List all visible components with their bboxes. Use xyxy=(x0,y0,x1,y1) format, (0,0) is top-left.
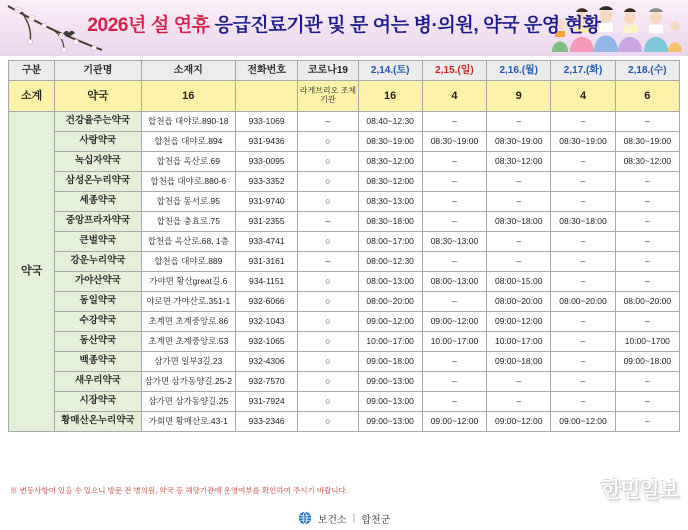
summary-tel xyxy=(236,81,298,112)
pharmacy-tel: 931-3161 xyxy=(236,252,298,272)
pharmacy-covid: ○ xyxy=(298,372,358,392)
pharmacy-covid: ○ xyxy=(298,312,358,332)
pharmacy-covid: ○ xyxy=(298,192,358,212)
pharmacy-covid: ○ xyxy=(298,412,358,432)
pharmacy-hours-d2: 08:00~15:00 xyxy=(487,272,551,292)
pharmacy-name: 가야산약국 xyxy=(55,272,141,292)
pharmacy-hours-d0: 09:00~13:00 xyxy=(358,392,422,412)
pharmacy-hours-d0: 09:00~18:00 xyxy=(358,352,422,372)
pharmacy-name: 황매산온누리약국 xyxy=(55,412,141,432)
pharmacy-hours-d2: 08:30~12:00 xyxy=(487,152,551,172)
pharmacy-hours-d1: – xyxy=(422,392,486,412)
pharmacy-hours-d1: – xyxy=(422,252,486,272)
table-row xyxy=(9,152,680,172)
pharmacy-covid: ○ xyxy=(298,272,358,292)
pharmacy-hours-d2: – xyxy=(487,392,551,412)
org-separator: | xyxy=(352,512,356,524)
org-county: 합천군 xyxy=(361,514,391,526)
pharmacy-hours-d0: 08:30~12:00 xyxy=(358,152,422,172)
pharmacy-tel: 934-1151 xyxy=(236,272,298,292)
pharmacy-address: 삼가면 일부3길.23 xyxy=(141,352,235,372)
summary-gubun: 소계 xyxy=(9,81,55,112)
pharmacy-address: 합천읍 옥산로.68, 1층 xyxy=(141,232,235,252)
pharmacy-hours-d0: 08:30~13:00 xyxy=(358,192,422,212)
pharmacy-hours-d0: 09:00~13:00 xyxy=(358,372,422,392)
pharmacy-covid: ○ xyxy=(298,232,358,252)
table-row xyxy=(9,192,680,212)
table-row xyxy=(9,412,680,432)
summary-count-4: 6 xyxy=(615,81,679,112)
pharmacy-hours-d0: 09:00~12:00 xyxy=(358,312,422,332)
pharmacy-name: 시장약국 xyxy=(55,392,141,412)
pharmacy-hours-d0: 08:00~12:30 xyxy=(358,252,422,272)
table-header xyxy=(9,61,680,81)
pharmacy-name: 녹십자약국 xyxy=(55,152,141,172)
pharmacy-tel: 932-7570 xyxy=(236,372,298,392)
pharmacy-hours-d3: – xyxy=(551,252,615,272)
pharmacy-name: 사랑약국 xyxy=(55,132,141,152)
pharmacy-hours-d3: – xyxy=(551,332,615,352)
pharmacy-hours-d1: 08:00~13:00 xyxy=(422,272,486,292)
pharmacy-address: 합천읍 동서로.95 xyxy=(141,192,235,212)
pharmacy-tel: 932-6066 xyxy=(236,292,298,312)
pharmacy-hours-d3: 08:30~19:00 xyxy=(551,132,615,152)
pharmacy-covid: ○ xyxy=(298,292,358,312)
summary-count-0: 16 xyxy=(358,81,422,112)
pharmacy-tel: 933-2346 xyxy=(236,412,298,432)
th-day-4: 2,18.(수) xyxy=(615,61,679,81)
table-row xyxy=(9,392,680,412)
pharmacy-hours-d3: – xyxy=(551,372,615,392)
pharmacy-address: 가회면 황매산로.43-1 xyxy=(141,412,235,432)
summary-count-2: 9 xyxy=(487,81,551,112)
summary-count-3: 4 xyxy=(551,81,615,112)
pharmacy-hours-d0: 08:30~12:00 xyxy=(358,172,422,192)
th-name: 기관명 xyxy=(55,61,141,81)
pharmacy-hours-d3: – xyxy=(551,352,615,372)
pharmacy-hours-d1: – xyxy=(422,212,486,232)
pharmacy-hours-d4: – xyxy=(615,112,679,132)
summary-name: 약국 xyxy=(55,81,141,112)
pharmacy-hours-d4: – xyxy=(615,412,679,432)
pharmacy-hours-d2: 09:00~12:00 xyxy=(487,412,551,432)
pharmacy-name: 중앙프라자약국 xyxy=(55,212,141,232)
pharmacy-hours-d1: – xyxy=(422,192,486,212)
pharmacy-tel: 931-7924 xyxy=(236,392,298,412)
pharmacy-address: 합천읍 충효로.75 xyxy=(141,212,235,232)
pharmacy-hours-d3: 08:30~18:00 xyxy=(551,212,615,232)
watermark-logo: 한민일보 xyxy=(600,479,678,502)
th-day-3: 2,17.(화) xyxy=(551,61,615,81)
th-covid: 코로나19 xyxy=(298,61,358,81)
pharmacy-hours-d2: 10:00~17:00 xyxy=(487,332,551,352)
pharmacy-hours-d4: – xyxy=(615,272,679,292)
pharmacy-name: 삼성온누리약국 xyxy=(55,172,141,192)
th-day-1: 2,15.(일) xyxy=(422,61,486,81)
footer-organization xyxy=(0,506,688,530)
pharmacy-hours-d1: 10:00~17:00 xyxy=(422,332,486,352)
pharmacy-hours-d1: 08:30~13:00 xyxy=(422,232,486,252)
table-body xyxy=(9,81,680,432)
pharmacy-name: 동일약국 xyxy=(55,292,141,312)
pharmacy-hours-d1: – xyxy=(422,152,486,172)
pharmacy-tel: 933-4741 xyxy=(236,232,298,252)
pharmacy-hours-d2: – xyxy=(487,372,551,392)
pharmacy-hours-d3: – xyxy=(551,232,615,252)
pharmacy-hours-d1: – xyxy=(422,112,486,132)
pharmacy-hours-d4: – xyxy=(615,172,679,192)
pharmacy-name: 백종약국 xyxy=(55,352,141,372)
pharmacy-covid: – xyxy=(298,252,358,272)
page-title-accent: 2026년 설 연휴 xyxy=(87,15,210,36)
table-row xyxy=(9,212,680,232)
table-row xyxy=(9,352,680,372)
pharmacy-hours-d2: 09:00~12:00 xyxy=(487,312,551,332)
table-row xyxy=(9,332,680,352)
pharmacy-tel: 932-1065 xyxy=(236,332,298,352)
pharmacy-hours-d0: 08:00~20:00 xyxy=(358,292,422,312)
pharmacy-hours-d1: – xyxy=(422,292,486,312)
th-address: 소재지 xyxy=(141,61,235,81)
table-row xyxy=(9,292,680,312)
pharmacy-hours-d4: 10:00~1700 xyxy=(615,332,679,352)
pharmacy-hours-d3: 09:00~12:00 xyxy=(551,412,615,432)
table-row xyxy=(9,112,680,132)
page-title xyxy=(0,10,688,37)
pharmacy-address: 합천읍 대야로.880-6 xyxy=(141,172,235,192)
pharmacy-hours-d1: 09:00~12:00 xyxy=(422,412,486,432)
pharmacy-hours-d2: – xyxy=(487,252,551,272)
pharmacy-hours-d4: 08:30~19:00 xyxy=(615,132,679,152)
table-row xyxy=(9,272,680,292)
pharmacy-name: 강운누리약국 xyxy=(55,252,141,272)
org-health-center: 보건소 xyxy=(317,514,347,526)
pharmacy-name: 큰벌약국 xyxy=(55,232,141,252)
pharmacy-hours-d4: – xyxy=(615,212,679,232)
th-day-0: 2,14.(토) xyxy=(358,61,422,81)
pharmacy-tel: 932-4306 xyxy=(236,352,298,372)
pharmacy-hours-d1: – xyxy=(422,372,486,392)
pharmacy-hours-d2: – xyxy=(487,112,551,132)
table-row xyxy=(9,232,680,252)
pharmacy-hours-d4: 08:30~12:00 xyxy=(615,152,679,172)
table-row xyxy=(9,172,680,192)
pharmacy-hours-d2: 08:30~19:00 xyxy=(487,132,551,152)
pharmacy-hours-d1: 09:00~12:00 xyxy=(422,312,486,332)
pharmacy-hours-d0: 09:00~13:00 xyxy=(358,412,422,432)
pharmacy-hours-d4: – xyxy=(615,192,679,212)
th-gubun: 구분 xyxy=(9,61,55,81)
pharmacy-hours-d2: – xyxy=(487,172,551,192)
summary-count-1: 4 xyxy=(422,81,486,112)
summary-covid-note: 라게브리오 조체기관 xyxy=(298,81,358,112)
pharmacy-name: 새우리약국 xyxy=(55,372,141,392)
pharmacy-hours-d1: 08:30~19:00 xyxy=(422,132,486,152)
pharmacy-schedule-table xyxy=(8,60,680,432)
table-row xyxy=(9,372,680,392)
pharmacy-tel: 933-1069 xyxy=(236,112,298,132)
group-label-pharmacy: 약국 xyxy=(9,112,55,432)
summary-address-count: 16 xyxy=(141,81,235,112)
pharmacy-name: 동산약국 xyxy=(55,332,141,352)
pharmacy-tel: 932-1043 xyxy=(236,312,298,332)
pharmacy-hours-d0: 08:00~17:00 xyxy=(358,232,422,252)
pharmacy-address: 합천읍 대야로.894 xyxy=(141,132,235,152)
pharmacy-hours-d4: – xyxy=(615,372,679,392)
pharmacy-hours-d3: – xyxy=(551,392,615,412)
pharmacy-address: 야로면 가야산로.351-1 xyxy=(141,292,235,312)
pharmacy-covid: ○ xyxy=(298,352,358,372)
pharmacy-hours-d4: – xyxy=(615,232,679,252)
pharmacy-hours-d4: 08:00~20:00 xyxy=(615,292,679,312)
pharmacy-table-container xyxy=(0,56,688,432)
header-banner xyxy=(0,0,688,56)
pharmacy-hours-d4: – xyxy=(615,392,679,412)
pharmacy-hours-d0: 08:30~19:00 xyxy=(358,132,422,152)
pharmacy-hours-d3: – xyxy=(551,152,615,172)
pharmacy-hours-d4: – xyxy=(615,312,679,332)
pharmacy-tel: 931-9740 xyxy=(236,192,298,212)
pharmacy-address: 초계면 초계중앙로.86 xyxy=(141,312,235,332)
pharmacy-name: 세종약국 xyxy=(55,192,141,212)
disclaimer-note: ※ 변동사항이 있을 수 있으니 방문 전 병의원, 약국 등 해당기관에 운영여부를 확인하여 주시기 바랍니다. xyxy=(10,486,348,496)
pharmacy-tel: 933-0095 xyxy=(236,152,298,172)
table-row xyxy=(9,132,680,152)
globe-icon xyxy=(298,511,312,525)
pharmacy-hours-d0: 08:00~13:00 xyxy=(358,272,422,292)
pharmacy-address: 가야면 황산great길.6 xyxy=(141,272,235,292)
pharmacy-hours-d2: – xyxy=(487,192,551,212)
pharmacy-covid: ○ xyxy=(298,152,358,172)
pharmacy-hours-d2: 09:00~18:00 xyxy=(487,352,551,372)
page-title-rest: 응급진료기관 및 문 여는 병·의원, 약국 운영 현황 xyxy=(214,15,601,36)
pharmacy-covid: – xyxy=(298,112,358,132)
summary-row xyxy=(9,81,680,112)
th-tel: 전화번호 xyxy=(236,61,298,81)
pharmacy-covid: – xyxy=(298,212,358,232)
th-day-2: 2,16.(월) xyxy=(487,61,551,81)
pharmacy-hours-d0: 10:00~17:00 xyxy=(358,332,422,352)
pharmacy-tel: 933-3352 xyxy=(236,172,298,192)
pharmacy-covid: ○ xyxy=(298,332,358,352)
table-header-row xyxy=(9,61,680,81)
pharmacy-hours-d1: – xyxy=(422,352,486,372)
pharmacy-address: 삼가면 삼가동양길.25 xyxy=(141,392,235,412)
pharmacy-hours-d2: 08:00~20:00 xyxy=(487,292,551,312)
pharmacy-hours-d4: – xyxy=(615,252,679,272)
pharmacy-hours-d3: 08:00~20:00 xyxy=(551,292,615,312)
pharmacy-hours-d3: – xyxy=(551,172,615,192)
pharmacy-hours-d3: – xyxy=(551,112,615,132)
pharmacy-tel: 931-2355 xyxy=(236,212,298,232)
pharmacy-hours-d2: – xyxy=(487,232,551,252)
table-row xyxy=(9,252,680,272)
table-row xyxy=(9,312,680,332)
pharmacy-covid: ○ xyxy=(298,172,358,192)
pharmacy-hours-d0: 08:30~18:00 xyxy=(358,212,422,232)
pharmacy-hours-d4: 09:00~18:00 xyxy=(615,352,679,372)
pharmacy-name: 수강약국 xyxy=(55,312,141,332)
pharmacy-hours-d2: 08:30~18:00 xyxy=(487,212,551,232)
pharmacy-name: 건강율주는약국 xyxy=(55,112,141,132)
pharmacy-address: 합천읍 대야로.889 xyxy=(141,252,235,272)
pharmacy-hours-d3: – xyxy=(551,272,615,292)
pharmacy-address: 합천읍 옥산로.69 xyxy=(141,152,235,172)
pharmacy-hours-d3: – xyxy=(551,192,615,212)
pharmacy-covid: ○ xyxy=(298,392,358,412)
pharmacy-hours-d1: – xyxy=(422,172,486,192)
pharmacy-address: 삼가면 삼가동양길.25-2 xyxy=(141,372,235,392)
pharmacy-address: 초계면 초계중앙로.53 xyxy=(141,332,235,352)
pharmacy-hours-d3: – xyxy=(551,312,615,332)
pharmacy-tel: 931-9436 xyxy=(236,132,298,152)
pharmacy-address: 합천읍 대야로.890-18 xyxy=(141,112,235,132)
pharmacy-hours-d0: 08:40~12:30 xyxy=(358,112,422,132)
pharmacy-covid: ○ xyxy=(298,132,358,152)
